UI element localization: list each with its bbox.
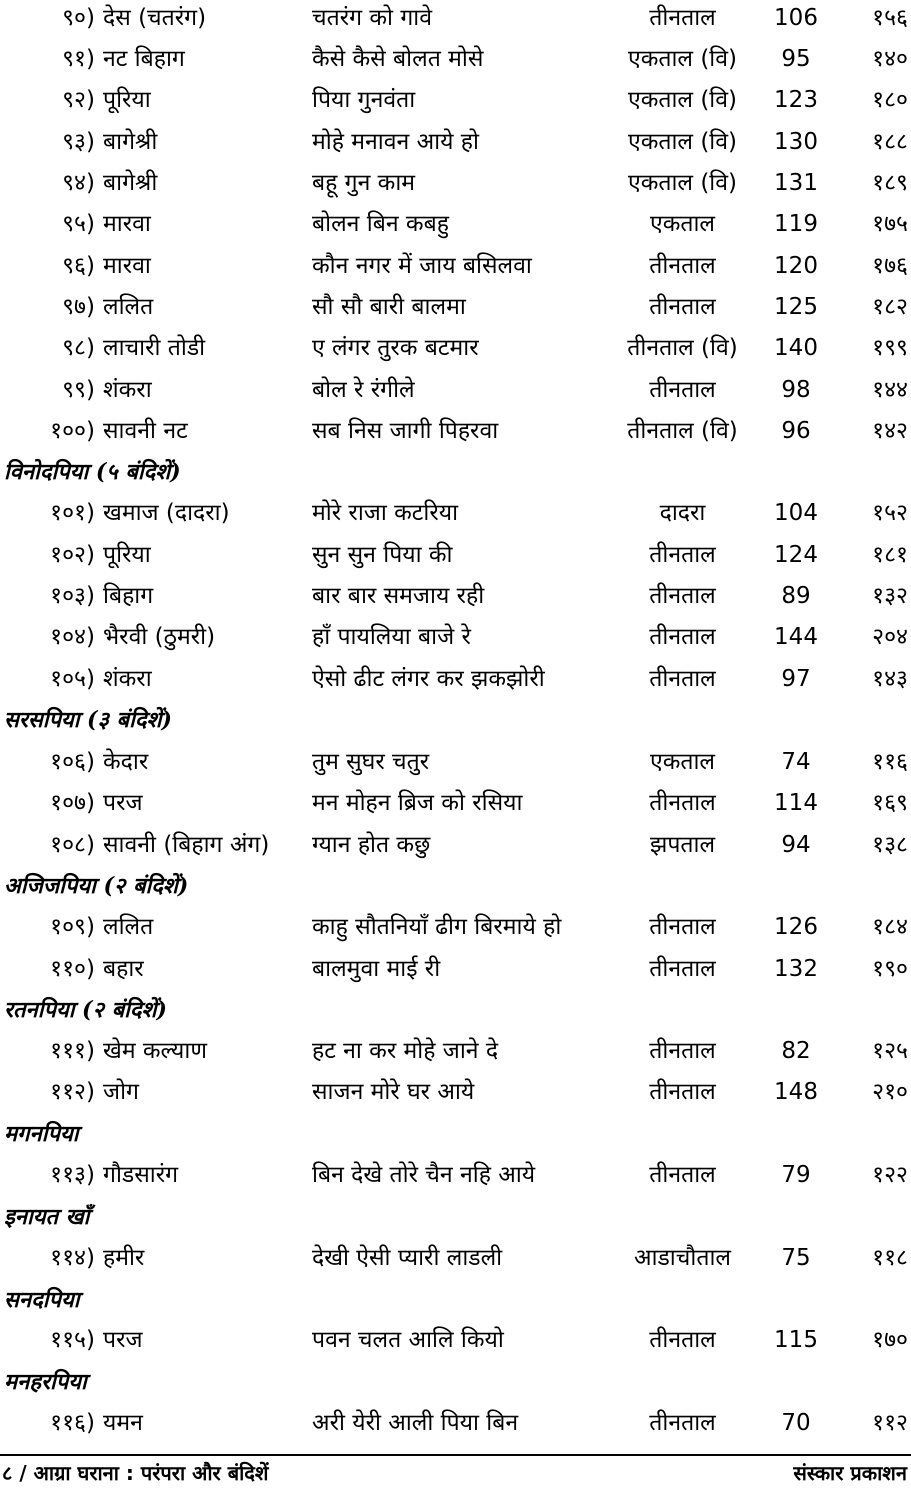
table-row: [0, 246, 911, 287]
row-page: १५२: [872, 500, 908, 526]
section-heading: सरसपिया (३ बंदिशें): [4, 707, 172, 733]
row-raga: बहार: [103, 956, 144, 982]
row-no: ११२): [50, 1079, 95, 1105]
row-taal: एकताल: [649, 749, 716, 775]
row-num: 104: [774, 500, 818, 526]
table-row: [0, 1072, 911, 1113]
row-no: ९३): [62, 129, 95, 155]
table-row: [0, 1155, 911, 1196]
row-num: 79: [781, 1162, 811, 1188]
row-taal: एकताल: [649, 211, 716, 237]
row-no: ११०): [50, 956, 95, 982]
table-row: [0, 370, 911, 411]
row-page: १५६: [872, 5, 908, 31]
row-text: पवन चलत आलि कियो: [312, 1327, 504, 1353]
row-taal: एकताल (वि): [627, 170, 738, 196]
row-raga: मारवा: [103, 253, 151, 279]
row-taal: दादरा: [659, 500, 706, 526]
row-no: ९२): [62, 87, 95, 113]
row-raga: बागेश्री: [103, 129, 158, 155]
row-taal: एकताल (वि): [627, 46, 738, 72]
table-row: [0, 659, 911, 700]
table-row: [0, 411, 911, 452]
row-text: चतरंग को गावे: [312, 5, 433, 31]
row-taal: तीनताल: [649, 914, 716, 940]
row-raga: मारवा: [103, 211, 151, 237]
row-raga: नट बिहाग: [103, 46, 185, 72]
row-raga: बागेश्री: [103, 170, 158, 196]
row-taal: एकताल (वि): [627, 129, 738, 155]
row-no: १००): [50, 418, 95, 444]
row-taal: आडाचौताल: [634, 1245, 731, 1271]
row-no: ११४): [50, 1245, 95, 1271]
row-page: १९९: [872, 335, 908, 361]
row-no: ९६): [62, 253, 95, 279]
row-taal: तीनताल: [649, 294, 716, 320]
row-text: बार बार समजाय रही: [312, 583, 485, 609]
row-raga: खमाज (दादरा): [103, 500, 230, 526]
row-text: कौन नगर में जाय बसिलवा: [312, 253, 532, 279]
row-no: ९५): [62, 211, 95, 237]
row-text: बोलन बिन कबहु: [312, 211, 449, 237]
footer-publisher: संस्कार प्रकाशन: [793, 1461, 907, 1485]
row-no: ११३): [50, 1162, 95, 1188]
row-no: ९४): [62, 170, 95, 196]
row-no: ९७): [62, 294, 95, 320]
row-raga: बिहाग: [103, 583, 154, 609]
row-raga: भैरवी (ठुमरी): [103, 624, 216, 650]
row-text: बहू गुन काम: [312, 170, 416, 196]
row-text: अरी येरी आली पिया बिन: [312, 1410, 519, 1436]
row-no: १०५): [50, 666, 95, 692]
row-raga: पूरिया: [103, 542, 151, 568]
row-text: सुन सुन पिया की: [312, 542, 453, 568]
row-taal: झपताल: [649, 832, 716, 858]
row-num: 125: [774, 294, 818, 320]
row-num: 131: [774, 170, 818, 196]
table-row: [0, 742, 911, 783]
row-no: १०७): [50, 790, 95, 816]
row-num: 140: [774, 335, 818, 361]
row-no: १०६): [50, 749, 95, 775]
row-num: 132: [774, 956, 818, 982]
row-raga: यमन: [103, 1410, 143, 1436]
row-text: देखी ऐसी प्यारी लाडली: [312, 1245, 503, 1271]
row-page: १८२: [872, 294, 908, 320]
row-text: मोरे राजा कटरिया: [312, 500, 459, 526]
footer-rule: [0, 1454, 911, 1456]
section-heading: मनहरपिया: [4, 1369, 87, 1395]
row-taal: तीनताल: [649, 956, 716, 982]
row-page: १३८: [872, 832, 908, 858]
row-page: ११६: [872, 749, 908, 775]
row-num: 114: [774, 790, 818, 816]
row-text: मोहे मनावन आये हो: [312, 129, 479, 155]
table-row: [0, 80, 911, 121]
table-row: [0, 535, 911, 576]
row-taal: तीनताल: [649, 1038, 716, 1064]
row-text: सौ सौ बारी बालमा: [312, 294, 466, 320]
row-taal: तीनताल: [649, 542, 716, 568]
table-row: [0, 617, 911, 658]
table-row: [0, 1403, 911, 1444]
row-taal: तीनताल: [649, 624, 716, 650]
section-heading: अजिजपिया (२ बंदिशें): [4, 873, 189, 899]
row-raga: पूरिया: [103, 87, 151, 113]
row-raga: हमीर: [103, 1245, 145, 1271]
row-num: 126: [774, 914, 818, 940]
row-num: 97: [781, 666, 811, 692]
row-num: 119: [774, 211, 818, 237]
row-text: मन मोहन ब्रिज को रसिया: [312, 790, 523, 816]
row-no: १०९): [50, 914, 95, 940]
row-raga: सावनी नट: [103, 418, 188, 444]
row-taal: तीनताल: [649, 1410, 716, 1436]
section-heading: विनोदपिया (५ बंदिशें): [4, 459, 181, 485]
row-no: १०४): [50, 624, 95, 650]
row-text: बिन देखे तोरे चैन नहि आये: [312, 1162, 536, 1188]
table-row: [0, 122, 911, 163]
row-page: १८९: [872, 170, 908, 196]
row-taal: तीनताल: [649, 1327, 716, 1353]
row-text: साजन मोरे घर आये: [312, 1079, 475, 1105]
row-text: बालमुवा माई री: [312, 956, 441, 982]
row-taal: तीनताल: [649, 790, 716, 816]
row-text: हाँ पायलिया बाजे रे: [312, 624, 471, 650]
row-num: 106: [774, 5, 818, 31]
row-page: १७५: [872, 211, 908, 237]
row-text: ऐसो ढीट लंगर कर झकझोरी: [312, 666, 545, 692]
row-text: ग्यान होत कछु: [312, 832, 431, 858]
row-num: 95: [781, 46, 811, 72]
row-no: १०३): [50, 583, 95, 609]
row-page: ११८: [872, 1245, 908, 1271]
row-taal: एकताल (वि): [627, 87, 738, 113]
row-raga: देस (चतरंग): [103, 5, 207, 31]
table-row: [0, 287, 911, 328]
row-raga: परज: [103, 790, 143, 816]
row-page: १४२: [872, 418, 908, 444]
row-raga: शंकरा: [103, 666, 152, 692]
table-row: [0, 949, 911, 990]
row-taal: तीनताल: [649, 253, 716, 279]
row-num: 94: [781, 832, 811, 858]
row-taal: तीनताल: [649, 1079, 716, 1105]
row-num: 123: [774, 87, 818, 113]
row-text: पिया गुनवंता: [312, 87, 416, 113]
row-page: १४३: [872, 666, 908, 692]
row-no: ९०): [62, 5, 95, 31]
row-page: १४०: [872, 46, 908, 72]
table-row: [0, 0, 911, 39]
row-raga: ललित: [103, 914, 154, 940]
row-page: २१०: [872, 1079, 908, 1105]
footer-page-label: ८ / आग्रा घराना : परंपरा और बंदिशें: [2, 1461, 269, 1485]
table-row: [0, 39, 911, 80]
row-num: 144: [774, 624, 818, 650]
row-page: २०४: [872, 624, 908, 650]
table-row: [0, 907, 911, 948]
row-page: १७०: [872, 1327, 908, 1353]
row-num: 82: [781, 1038, 811, 1064]
row-page: १२२: [872, 1162, 908, 1188]
row-raga: शंकरा: [103, 377, 152, 403]
row-raga: लाचारी तोडी: [103, 335, 206, 361]
row-page: १६९: [872, 790, 908, 816]
row-num: 98: [781, 377, 811, 403]
row-taal: तीनताल (वि): [627, 418, 738, 444]
row-no: ९९): [62, 377, 95, 403]
row-text: सब निस जागी पिहरवा: [312, 418, 499, 444]
section-heading: रतनपिया (२ बंदिशें): [4, 997, 167, 1023]
row-page: १९०: [872, 956, 908, 982]
row-text: बोल रे रंगीले: [312, 377, 415, 403]
table-row: [0, 783, 911, 824]
table-row: [0, 163, 911, 204]
table-row: [0, 825, 911, 866]
row-raga: ललित: [103, 294, 154, 320]
row-taal: तीनताल: [649, 1162, 716, 1188]
row-page: १४४: [872, 377, 908, 403]
row-no: १०१): [50, 500, 95, 526]
row-num: 148: [774, 1079, 818, 1105]
row-raga: खेम कल्याण: [103, 1038, 207, 1064]
row-page: १८१: [872, 542, 908, 568]
row-raga: केदार: [103, 749, 149, 775]
row-num: 120: [774, 253, 818, 279]
row-text: काहु सौतनियाँ ढीग बिरमाये हो: [312, 914, 562, 940]
table-row: [0, 328, 911, 369]
row-text: कैसे कैसे बोलत मोसे: [312, 46, 484, 72]
row-no: १११): [50, 1038, 95, 1064]
row-taal: तीनताल: [649, 377, 716, 403]
row-taal: तीनताल: [649, 666, 716, 692]
row-num: 89: [781, 583, 811, 609]
row-page: १७६: [872, 253, 908, 279]
row-page: १८०: [872, 87, 908, 113]
row-page: १८८: [872, 129, 908, 155]
row-no: ११५): [50, 1327, 95, 1353]
table-row: [0, 1238, 911, 1279]
row-num: 96: [781, 418, 811, 444]
table-row: [0, 576, 911, 617]
section-heading: सनदपिया: [4, 1287, 80, 1313]
row-page: १३२: [872, 583, 908, 609]
row-num: 130: [774, 129, 818, 155]
row-no: ९८): [62, 335, 95, 361]
row-taal: तीनताल: [649, 5, 716, 31]
row-num: 75: [781, 1245, 811, 1271]
row-page: ११२: [872, 1410, 908, 1436]
row-no: ११६): [50, 1410, 95, 1436]
row-page: १२५: [872, 1038, 908, 1064]
row-text: ए लंगर तुरक बटमार: [312, 335, 479, 361]
row-taal: तीनताल (वि): [627, 335, 738, 361]
table-row: [0, 493, 911, 534]
row-num: 124: [774, 542, 818, 568]
table-row: [0, 1031, 911, 1072]
row-num: 70: [781, 1410, 811, 1436]
table-row: [0, 204, 911, 245]
row-raga: जोग: [103, 1079, 139, 1105]
row-taal: तीनताल: [649, 583, 716, 609]
row-raga: सावनी (बिहाग अंग): [103, 832, 270, 858]
row-num: 74: [781, 749, 811, 775]
row-num: 115: [774, 1327, 818, 1353]
row-no: १०८): [50, 832, 95, 858]
row-raga: परज: [103, 1327, 143, 1353]
row-text: तुम सुघर चतुर: [312, 749, 430, 775]
row-page: १८४: [872, 914, 908, 940]
row-text: हट ना कर मोहे जाने दे: [312, 1038, 499, 1064]
table-row: [0, 1320, 911, 1361]
section-heading: इनायत खाँ: [4, 1204, 90, 1230]
section-heading: मगनपिया: [4, 1121, 79, 1147]
row-no: १०२): [50, 542, 95, 568]
row-no: ९१): [62, 46, 95, 72]
row-raga: गौडसारंग: [103, 1162, 179, 1188]
